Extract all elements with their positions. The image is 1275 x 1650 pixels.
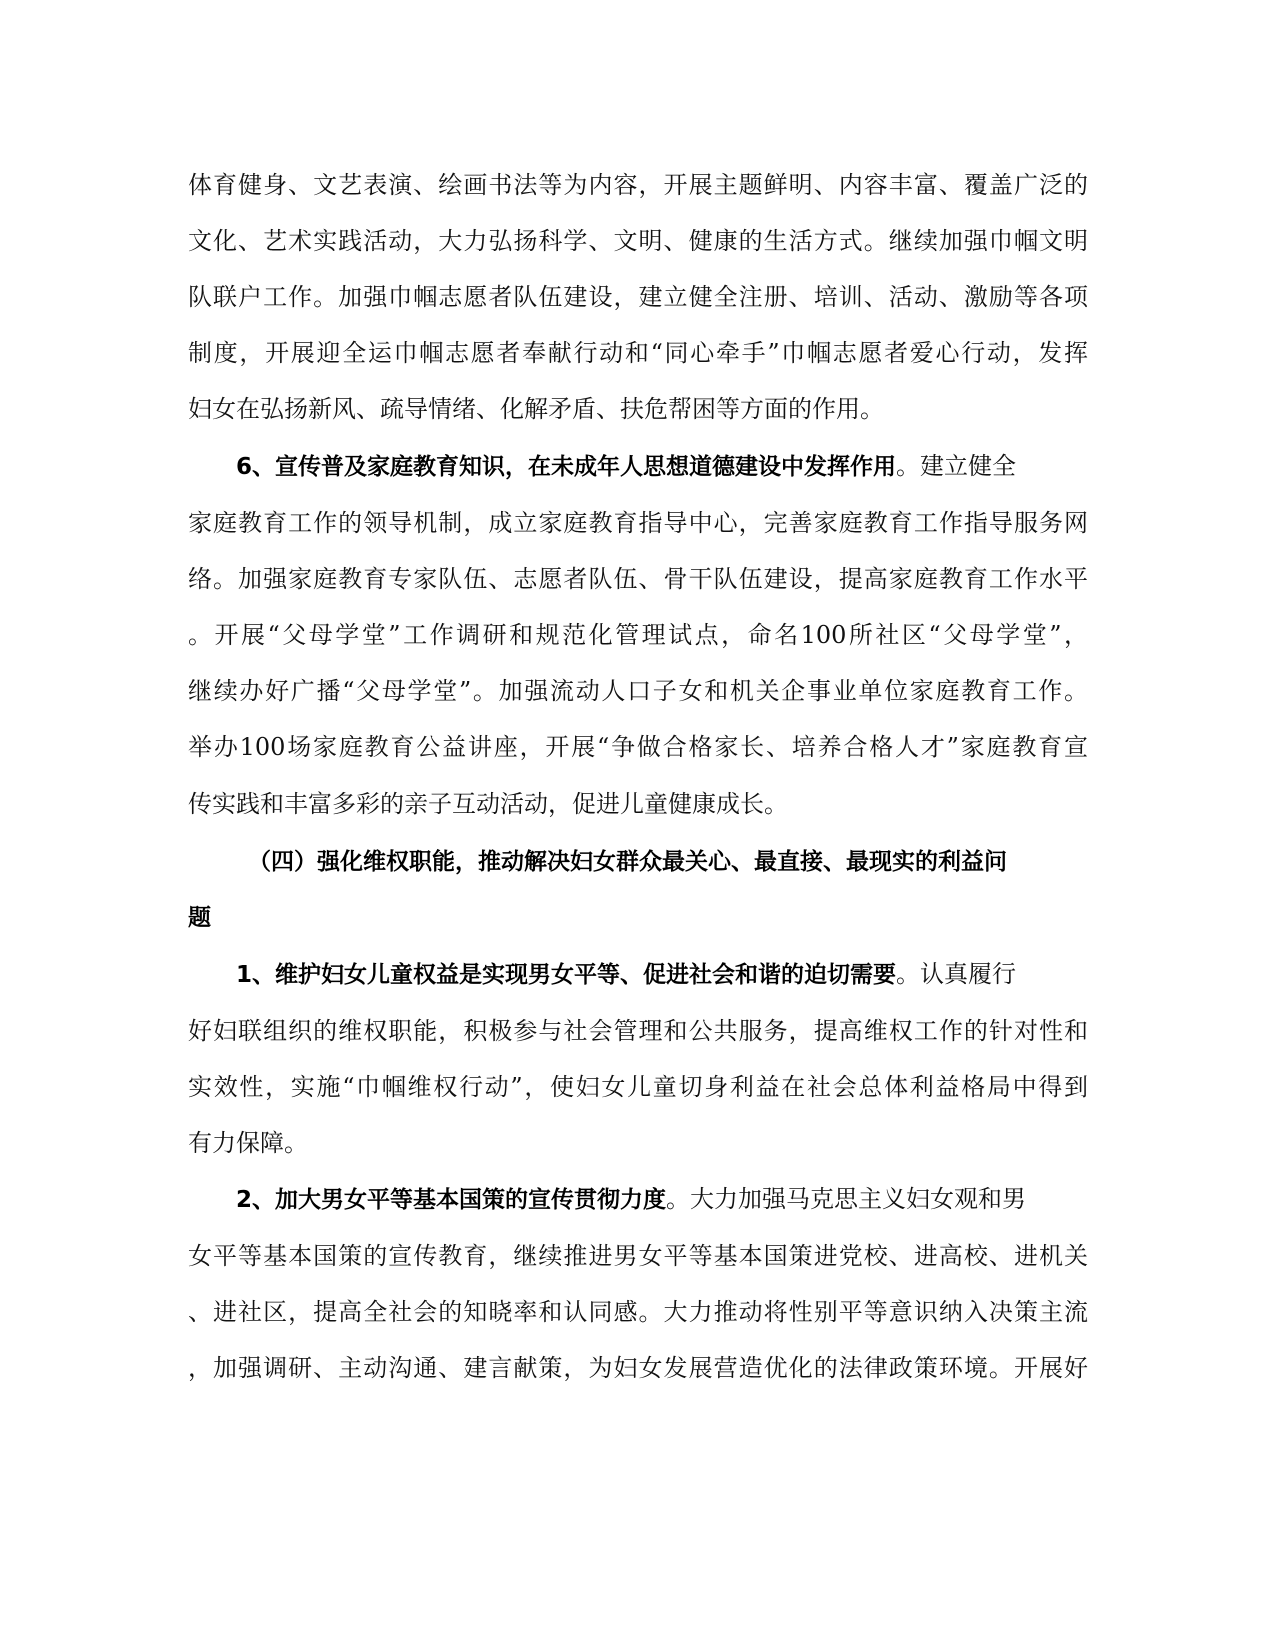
body-text: 。认真履行 [896,960,1017,988]
section-heading-2: 2、加大男女平等基本国策的宣传贯彻力度 [236,1187,667,1213]
body-line: 家庭教育工作的领导机制，成立家庭教育指导中心，完善家庭教育工作指导服务网 [188,509,1088,537]
section-heading-4 [248,846,1148,877]
body-line: 继续办好广播“父母学堂”。加强流动人口子女和机关企事业单位家庭教育工作。 [188,677,1088,705]
body-line: 传实践和丰富多彩的亲子互动活动，促进儿童健康成长。 [188,790,788,818]
section-paragraph-1 [236,959,1136,990]
body-line: 有力保障。 [188,1129,308,1157]
section-paragraph-2 [236,1184,1136,1215]
body-line: 、进社区，提高全社会的知晓率和认同感。大力推动将性别平等意识纳入决策主流 [188,1298,1088,1326]
body-line: 举办100场家庭教育公益讲座，开展“争做合格家长、培养合格人才”家庭教育宣 [188,733,1088,761]
section-heading-6: 6、宣传普及家庭教育知识，在未成年人思想道德建设中发挥作用 [236,454,897,480]
body-line: 实效性，实施“巾帼维权行动”，使妇女儿童切身利益在社会总体利益格局中得到 [188,1073,1088,1101]
body-line: 队联户工作。加强巾帼志愿者队伍建设，建立健全注册、培训、活动、激励等各项 [188,283,1088,311]
body-line: 体育健身、文艺表演、绘画书法等为内容，开展主题鲜明、内容丰富、覆盖广泛的 [188,171,1088,199]
section-heading-4-cont [188,902,1088,933]
body-line: 络。加强家庭教育专家队伍、志愿者队伍、骨干队伍建设，提高家庭教育工作水平 [188,565,1088,593]
body-text: 。大力加强马克思主义妇女观和男 [666,1185,1027,1213]
body-line: 制度，开展迎全运巾帼志愿者奉献行动和“同心牵手”巾帼志愿者爱心行动，发挥 [188,339,1088,367]
section-heading-text: 题 [188,905,211,931]
body-line: 好妇联组织的维权职能，积极参与社会管理和公共服务，提高维权工作的针对性和 [188,1017,1088,1045]
section-paragraph-6 [236,451,1136,482]
section-heading-text: （四）强化维权职能，推动解决妇女群众最关心、最直接、最现实的利益问 [248,849,1007,875]
body-line: ，加强调研、主动沟通、建言献策，为妇女发展营造优化的法律政策环境。开展好 [188,1354,1088,1382]
body-line: 。开展“父母学堂”工作调研和规范化管理试点，命名100所社区“父母学堂”， [188,621,1088,649]
body-line: 妇女在弘扬新风、疏导情绪、化解矛盾、扶危帮困等方面的作用。 [188,395,884,423]
body-line: 女平等基本国策的宣传教育，继续推进男女平等基本国策进党校、进高校、进机关 [188,1242,1088,1270]
section-heading-1: 1、维护妇女儿童权益是实现男女平等、促进社会和谐的迫切需要 [236,962,897,988]
body-line: 文化、艺术实践活动，大力弘扬科学、文明、健康的生活方式。继续加强巾帼文明 [188,227,1088,255]
body-text: 。建立健全 [896,452,1017,480]
